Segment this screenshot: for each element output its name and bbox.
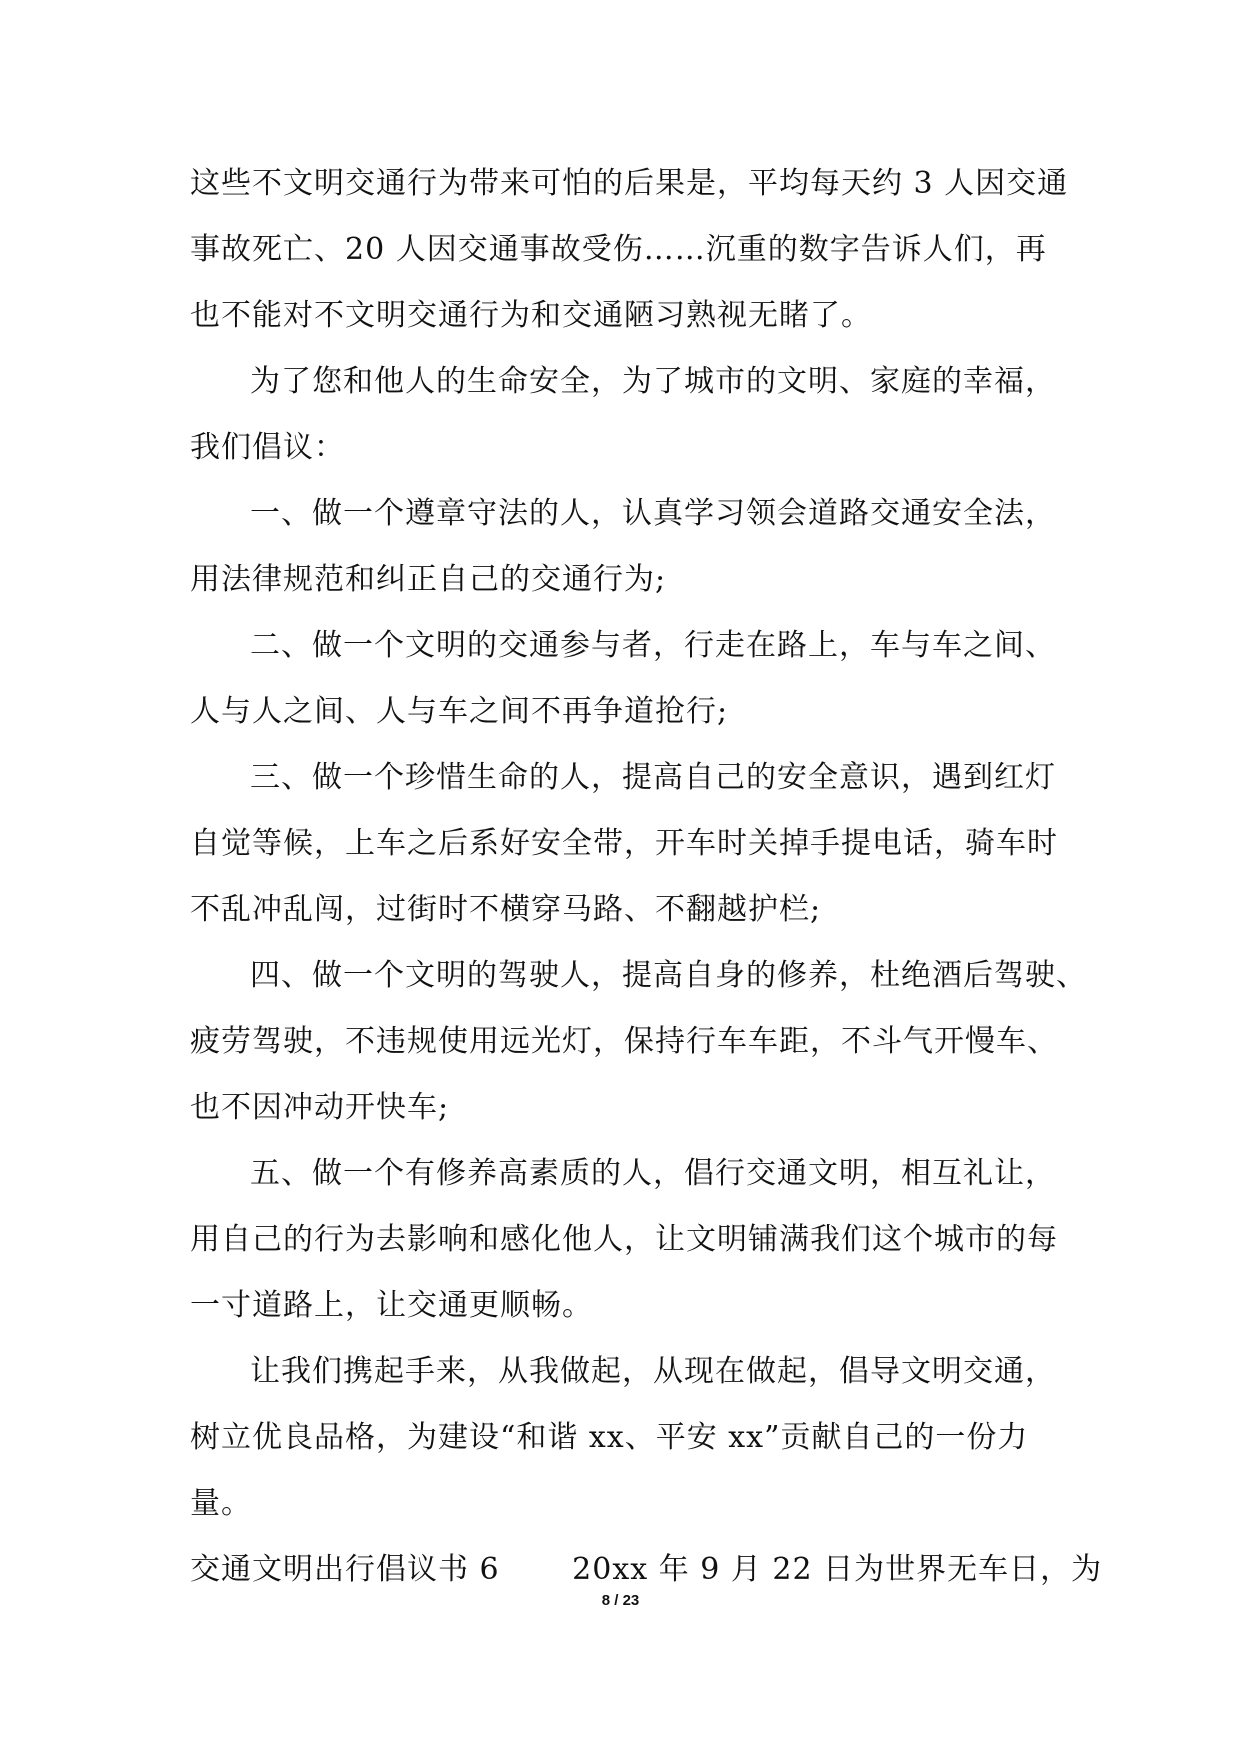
text-line: 三、做一个珍惜生命的人，提高自己的安全意识，遇到红灯 (250, 760, 1056, 795)
text-line: 为了您和他人的生命安全，为了城市的文明、家庭的幸福， (250, 364, 1056, 399)
text-line: 用法律规范和纠正自己的交通行为; (190, 562, 667, 597)
text-line: 不乱冲乱闯，过街时不横穿马路、不翻越护栏; (190, 892, 822, 927)
text-line: 事故死亡、20 人因交通事故受伤……沉重的数字告诉人们，再 (190, 232, 1047, 267)
text-line: 五、做一个有修养高素质的人，倡行交通文明，相互礼让， (250, 1156, 1056, 1191)
text-line: 二、做一个文明的交通参与者，行走在路上，车与车之间、 (250, 628, 1056, 663)
text-line: 也不能对不文明交通行为和交通陋习熟视无睹了。 (190, 298, 872, 333)
text-line: 量。 (190, 1486, 252, 1521)
text-line: 交通文明出行倡议书 6 20xx 年 9 月 22 日为世界无车日，为 (190, 1552, 1103, 1587)
text-line: 我们倡议： (190, 430, 345, 465)
text-line: 让我们携起手来，从我做起，从现在做起，倡导文明交通， (250, 1354, 1056, 1389)
text-line: 一寸道路上，让交通更顺畅。 (190, 1288, 593, 1323)
text-line: 四、做一个文明的驾驶人，提高自身的修养，杜绝酒后驾驶、 (250, 958, 1087, 993)
text-line: 也不因冲动开快车; (190, 1090, 450, 1125)
text-line: 疲劳驾驶，不违规使用远光灯，保持行车车距，不斗气开慢车、 (190, 1024, 1058, 1059)
text-line: 自觉等候，上车之后系好安全带，开车时关掉手提电话，骑车时 (190, 826, 1058, 861)
text-line: 人与人之间、人与车之间不再争道抢行; (190, 694, 729, 729)
text-line: 树立优良品格，为建设“和谐 xx、平安 xx”贡献自己的一份力 (190, 1420, 1029, 1455)
text-line: 一、做一个遵章守法的人，认真学习领会道路交通安全法， (250, 496, 1056, 531)
text-line: 这些不文明交通行为带来可怕的后果是，平均每天约 3 人因交通 (190, 166, 1069, 201)
page-number: 8 / 23 (601, 1592, 640, 1609)
text-line: 用自己的行为去影响和感化他人，让文明铺满我们这个城市的每 (190, 1222, 1058, 1257)
